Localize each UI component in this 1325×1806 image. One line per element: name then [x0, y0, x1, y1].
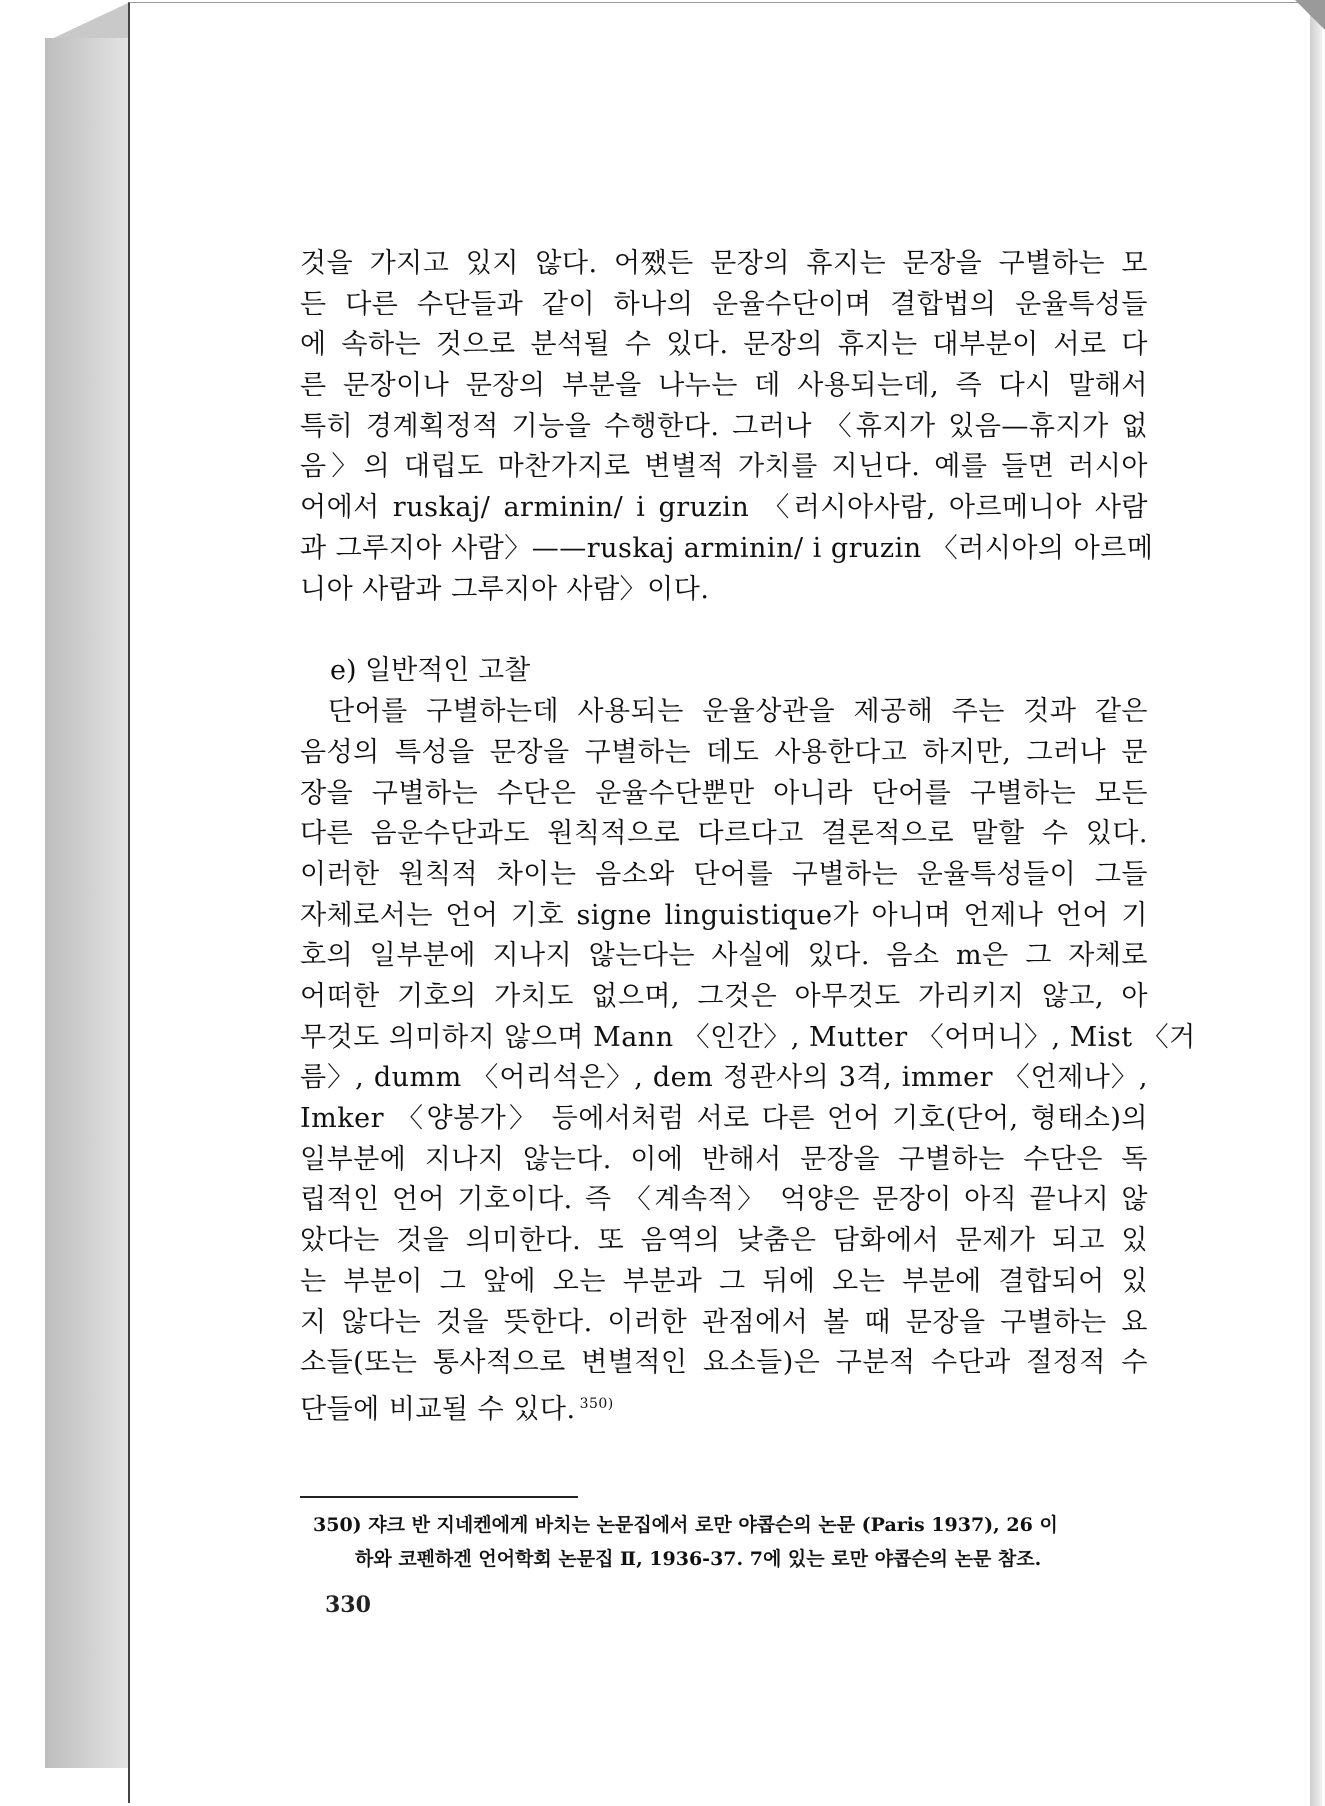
text-line: 는 부분이 그 앞에 오는 부분과 그 뒤에 오는 부분에 결합되어 있 — [300, 1265, 1148, 1297]
text-line: 어에서 ruskaj/ arminin/ i gruzin 〈러시아사람, 아르메니아 사람 — [300, 492, 1148, 524]
text-line: 소들(또는 통사적으로 변별적인 요소들)은 구분적 수단과 절정적 수 — [300, 1347, 1148, 1379]
paragraph-1 — [300, 244, 1154, 610]
page-edge — [1310, 0, 1322, 1806]
text-line: 았다는 것을 의미한다. 또 음역의 낮춤은 담화에서 문제가 되고 있 — [300, 1225, 1148, 1257]
text-line: 음〉의 대립도 마찬가지로 변별적 가치를 지닌다. 예를 들면 러시아 — [300, 451, 1148, 483]
text-line-content: 단들에 비교될 수 있다. — [300, 1393, 576, 1425]
footnote-line: 하와 코펜하겐 언어학회 논문집 Ⅱ, 1936-37. 7에 있는 로만 야콥슨의 논문 참조. — [355, 1548, 1042, 1570]
text-line: 립적인 언어 기호이다. 즉 〈계속적〉 억양은 문장이 아직 끝나지 않 — [300, 1184, 1148, 1216]
text-line: 이러한 원칙적 차이는 음소와 단어를 구별하는 운율특성들이 그들 — [300, 858, 1148, 890]
page-number: 330 — [325, 1592, 371, 1618]
text-line: 다른 음운수단과도 원칙적으로 다르다고 결론적으로 말할 수 있다. — [300, 818, 1148, 850]
book-spine-top — [45, 2, 130, 42]
footnote — [313, 1508, 1148, 1576]
book-spine — [45, 38, 130, 1768]
text-line: Imker 〈양봉가〉 등에서처럼 서로 다른 언어 기호(단어, 형태소)의 — [300, 1103, 1148, 1135]
text-line: 에 속하는 것으로 분석될 수 있다. 문장의 휴지는 대부분이 서로 다 — [300, 329, 1148, 361]
text-line: 름〉, dumm 〈어리석은〉, dem 정관사의 3격, immer 〈언제나〉, — [300, 1062, 1148, 1094]
footnote-ref: 350) — [579, 1395, 614, 1412]
text-line: 지 않다는 것을 뜻한다. 이러한 관점에서 볼 때 문장을 구별하는 요 — [300, 1306, 1148, 1338]
text-line-last — [300, 1384, 1148, 1425]
text-line: 것을 가지고 있지 않다. 어쨌든 문장의 휴지는 문장을 구별하는 모 — [300, 248, 1148, 279]
text-line: 음성의 특성을 문장을 구별하는 데도 사용한다고 하지만, 그러나 문 — [300, 736, 1148, 768]
text-line: 특히 경계획정적 기능을 수행한다. 그러나 〈휴지가 있음—휴지가 없 — [300, 410, 1148, 442]
text-line: 일부분에 지나지 않는다. 이에 반해서 문장을 구별하는 수단은 독 — [300, 1143, 1148, 1175]
text-line: 른 문장이나 문장의 부분을 나누는 데 사용되는데, 즉 다시 말해서 — [300, 370, 1148, 402]
section-heading: e) 일반적인 고찰 — [330, 655, 531, 687]
text-line: 과 그루지아 사람〉——ruskaj arminin/ i gruzin 〈러시아의 아르메 — [300, 532, 1154, 564]
text-line: 자체로서는 언어 기호 signe linguistique가 아니며 언제나 언어 기 — [300, 899, 1148, 931]
footnote-rule — [300, 1496, 578, 1498]
text-line: 니아 사람과 그루지아 사람〉이다. — [300, 573, 710, 605]
text-line: 장을 구별하는 수단은 운율수단뿐만 아니라 단어를 구별하는 모든 — [300, 777, 1148, 809]
text-line: 단어를 구별하는데 사용되는 운율상관을 제공해 주는 것과 같은 — [328, 696, 1148, 728]
text-line: 든 다른 수단들과 같이 하나의 운율수단이며 결합법의 운율특성들 — [300, 288, 1148, 320]
text-line: 호의 일부분에 지나지 않는다는 사실에 있다. 음소 m은 그 자체로 — [300, 940, 1148, 972]
text-line: 무것도 의미하지 않으며 Mann 〈인간〉, Mutter 〈어머니〉, Mist 〈거 — [300, 1021, 1196, 1053]
body-text — [300, 244, 1196, 1425]
text-line: 어떠한 기호의 가치도 없으며, 그것은 아무것도 가리키지 않고, 아 — [300, 981, 1148, 1012]
paragraph-2 — [300, 692, 1196, 1425]
footnote-line: 350) 쟈크 반 지네켄에게 바치는 논문집에서 로만 야콥슨의 논문 (Paris 1937), 26 이 — [313, 1514, 1058, 1536]
